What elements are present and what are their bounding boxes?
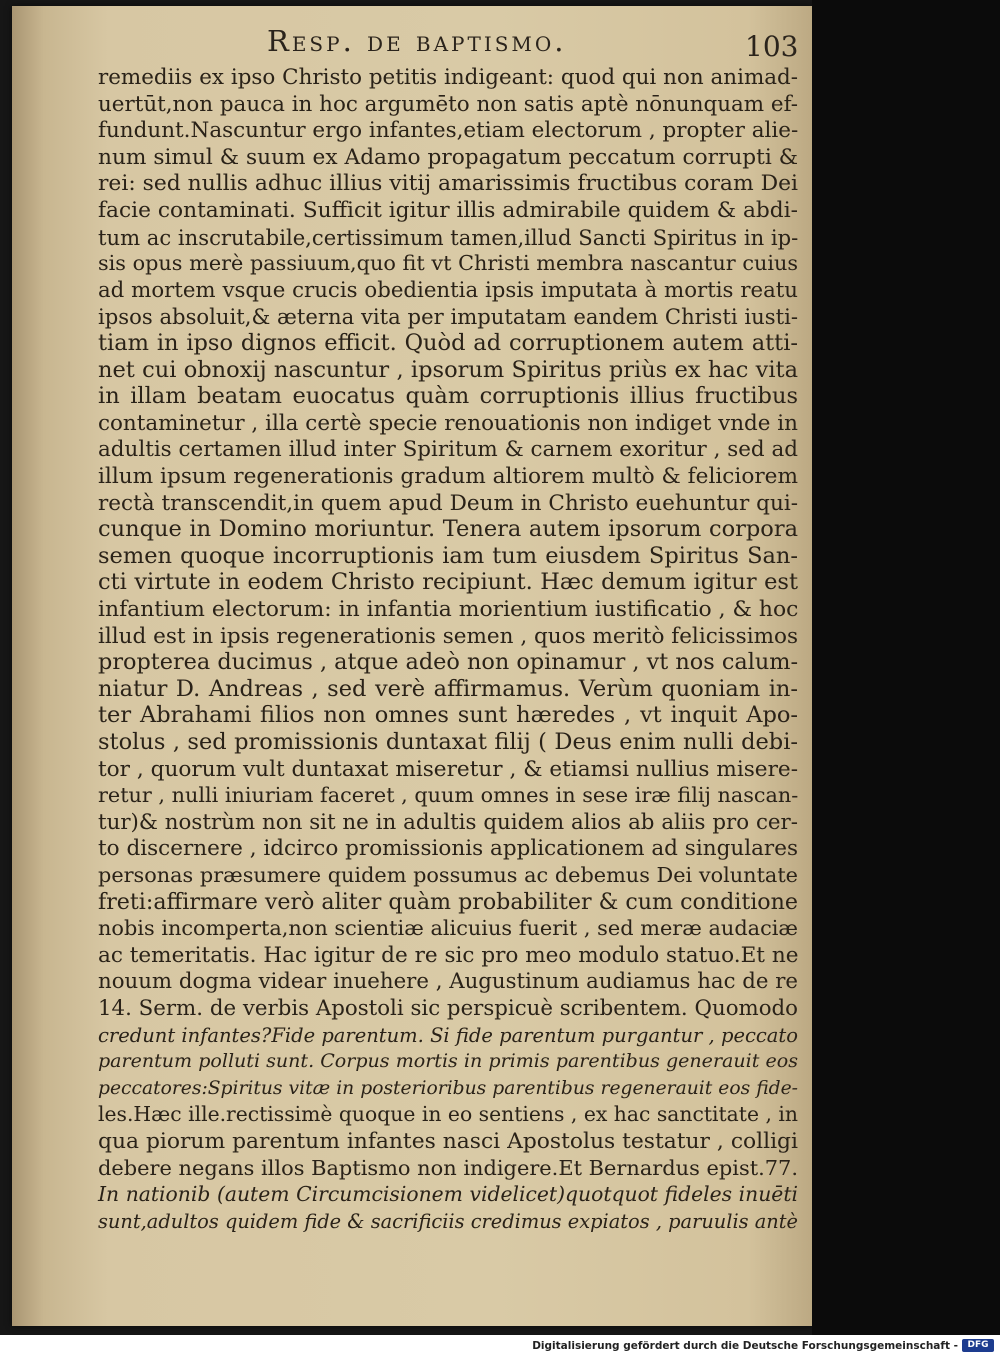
- text-line: sunt,adultos quidem fide & sacrificiis credimus expiatos , paruulis antè: [98, 1209, 798, 1233]
- text-line: cti virtute in eodem Christo recipiunt. Hæc demum igitur est: [98, 569, 798, 596]
- text-line: infantium electorum: in infantia morientium iustificatio , & hoc: [98, 597, 799, 622]
- text-line: les.Hæc ille.rectissimè quoque in eo sentiens , ex hac sanctitate , in: [98, 1102, 798, 1127]
- text-line: qua piorum parentum infantes nasci Apostolus testatur , colligi: [98, 1129, 798, 1154]
- text-line: In nationib (autem Circumcisionem videlicet)quotquot fideles inuēti: [98, 1182, 798, 1207]
- text-line: illud est in ipsis regenerationis semen , quos meritò felicissimos: [98, 623, 798, 649]
- text-line: ad mortem vsque crucis obedientia ipsis imputata à mortis reatu: [98, 277, 798, 303]
- text-line: retur , nulli iniuriam faceret , quum omnes in sese iræ filij nascan-: [98, 783, 799, 808]
- text-line: freti:affirmare verò aliter quàm probabiliter & cum conditione: [98, 888, 798, 915]
- text-line: debere negans illos Baptismo non indigere.Et Bernardus epist.77.: [98, 1155, 798, 1180]
- text-line: remediis ex ipso Christo petitis indigeant: quod qui non animad-: [98, 65, 798, 90]
- text-line: credunt infantes?Fide parentum. Si fide parentum purgantur , peccato: [98, 1023, 798, 1047]
- text-line: to discernere , idcirco promissionis applicationem ad singulares: [98, 836, 798, 862]
- text-line: semen quoque incorruptionis iam tum eiusdem Spiritus San-: [98, 542, 798, 569]
- text-line: nouum dogma videar inuehere , Augustinum audiamus hac de re: [98, 969, 798, 995]
- text-line: ter Abrahami filios non omnes sunt hæredes , vt inquit Apo-: [98, 702, 798, 729]
- text-line: net cui obnoxij nascuntur , ipsorum Spiritus priùs ex hac vita: [98, 356, 798, 383]
- text-line: ipsos absoluit,& æterna vita per imputatam eandem Christi iusti-: [98, 304, 798, 330]
- text-line: illum ipsum regenerationis gradum altiorem multò & feliciorem: [98, 464, 798, 489]
- text-line: rei: sed nullis adhuc illius vitij amarissimis fructibus coram Dei: [98, 171, 798, 197]
- text-line: tor , quorum vult duntaxat miseretur , & etiamsi nullius misere-: [98, 756, 798, 782]
- dfg-logo: DFG: [962, 1339, 994, 1352]
- text-line: nobis incomperta,non scientiæ alicuius fuerit , sed meræ audaciæ: [98, 916, 798, 941]
- text-line: in illam beatam euocatus quàm corruptionis illius fructibus: [98, 383, 798, 410]
- page-number: 103: [745, 30, 799, 63]
- text-line: parentum polluti sunt. Corpus mortis in primis parentibus generauit eos: [98, 1050, 798, 1073]
- text-line: facie contaminati. Sufficit igitur illis admirabile quidem & abdi-: [98, 198, 798, 223]
- text-line: stolus , sed promissionis duntaxat filij ( Deus enim nulli debi-: [98, 729, 798, 755]
- text-line: adultis certamen illud inter Spiritum & carnem exoritur , sed ad: [98, 437, 799, 463]
- text-line: num simul & suum ex Adamo propagatum peccatum corrupti &: [98, 144, 798, 170]
- text-line: contaminetur , illa certè specie renouationis non indiget vnde in: [98, 410, 798, 436]
- text-line: tiam in ipso dignos efficit. Quòd ad corruptionem autem atti-: [98, 330, 798, 356]
- text-line: ac temeritatis. Hac igitur de re sic pro meo modulo statuo.Et ne: [98, 942, 799, 968]
- text-line: propterea ducimus , atque adeò non opinamur , vt nos calum-: [98, 649, 798, 676]
- footer-bar: [0, 1335, 1000, 1357]
- text-line: personas præsumere quidem possumus ac debemus Dei voluntate: [98, 863, 798, 887]
- text-line: peccatores:Spiritus vitæ in posterioribus parentibus regenerauit eos fide-: [98, 1077, 798, 1099]
- text-line: tum ac inscrutabile,certissimum tamen,illud Sancti Spiritus in ip-: [98, 224, 799, 250]
- text-line: sis opus merè passiuum,quo fit vt Christi membra nascantur cuius: [98, 251, 798, 276]
- text-line: fundunt.Nascuntur ergo infantes,etiam electorum , propter alie-: [98, 118, 799, 144]
- text-line: rectà transcendit,in quem apud Deum in Christo euehuntur qui-: [98, 490, 799, 516]
- running-head: Resp. de baptismo.: [267, 24, 567, 58]
- text-line: uertūt,non pauca in hoc argumēto non satis aptè nōnunquam ef-: [98, 91, 798, 117]
- scanner-background: [812, 0, 1000, 1335]
- text-line: cunque in Domino moriuntur. Tenera autem ipsorum corpora: [98, 516, 798, 543]
- book-page: [12, 6, 812, 1326]
- text-line: tur)& nostrùm non sit ne in adultis quidem alios ab aliis pro cer-: [98, 809, 798, 835]
- text-line: niatur D. Andreas , sed verè affirmamus. Verùm quoniam in-: [98, 675, 798, 702]
- text-line: 14. Serm. de verbis Apostoli sic perspicuè scribentem. Quomodo: [98, 996, 798, 1021]
- footer-credit: Digitalisierung gefördert durch die Deutsche Forschungsgemeinschaft -: [532, 1340, 958, 1352]
